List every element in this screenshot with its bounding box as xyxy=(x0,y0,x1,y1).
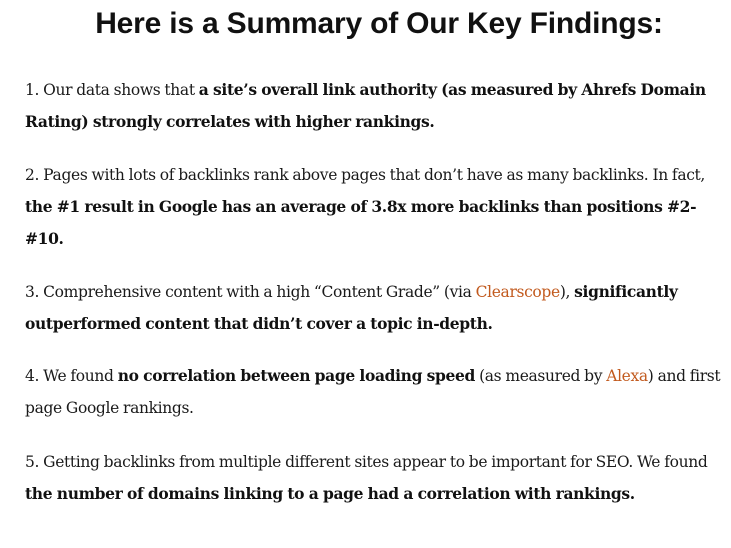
finding-item-4 xyxy=(25,360,725,424)
finding-number: 4. xyxy=(25,367,40,385)
finding-item-5 xyxy=(25,446,725,510)
finding-bold-text: significantly outperformed content that didn’t cover a topic in-depth. xyxy=(25,282,678,333)
finding-item-2 xyxy=(25,159,725,255)
finding-number: 5. xyxy=(25,453,40,471)
clearscope-link[interactable]: Clearscope xyxy=(475,283,560,301)
alexa-link[interactable]: Alexa xyxy=(606,367,648,385)
finding-text: ) and first page Google rankings. xyxy=(25,367,721,417)
finding-text: (as measured by xyxy=(475,367,607,385)
finding-item-3 xyxy=(25,276,725,340)
page-title: Here is a Summary of Our Key Findings: xyxy=(95,7,663,40)
finding-text: Our data shows that xyxy=(43,81,199,99)
finding-text: Getting backlinks from multiple different sites appear to be important for SEO. We found xyxy=(43,453,708,471)
finding-bold-text: the number of domains linking to a page had a correlation with rankings. xyxy=(25,484,635,503)
finding-bold-text: a site’s overall link authority (as measured by Ahrefs Domain Rating) strongly correlates with higher rankings. xyxy=(25,80,706,131)
finding-text: ), xyxy=(559,283,575,301)
finding-text: Comprehensive content with a high “Content Grade” (via xyxy=(43,283,476,301)
finding-text: Pages with lots of backlinks rank above pages that don’t have as many backlinks. In fact, xyxy=(43,166,705,184)
finding-number: 1. xyxy=(25,81,40,99)
finding-number: 3. xyxy=(25,283,40,301)
finding-item-1 xyxy=(25,74,725,138)
finding-number: 2. xyxy=(25,166,40,184)
finding-text: We found xyxy=(43,367,118,385)
finding-bold-text: the #1 result in Google has an average of 3.8x more backlinks than positions #2-#10. xyxy=(25,197,697,248)
finding-bold-text: no correlation between page loading speed xyxy=(117,366,475,385)
